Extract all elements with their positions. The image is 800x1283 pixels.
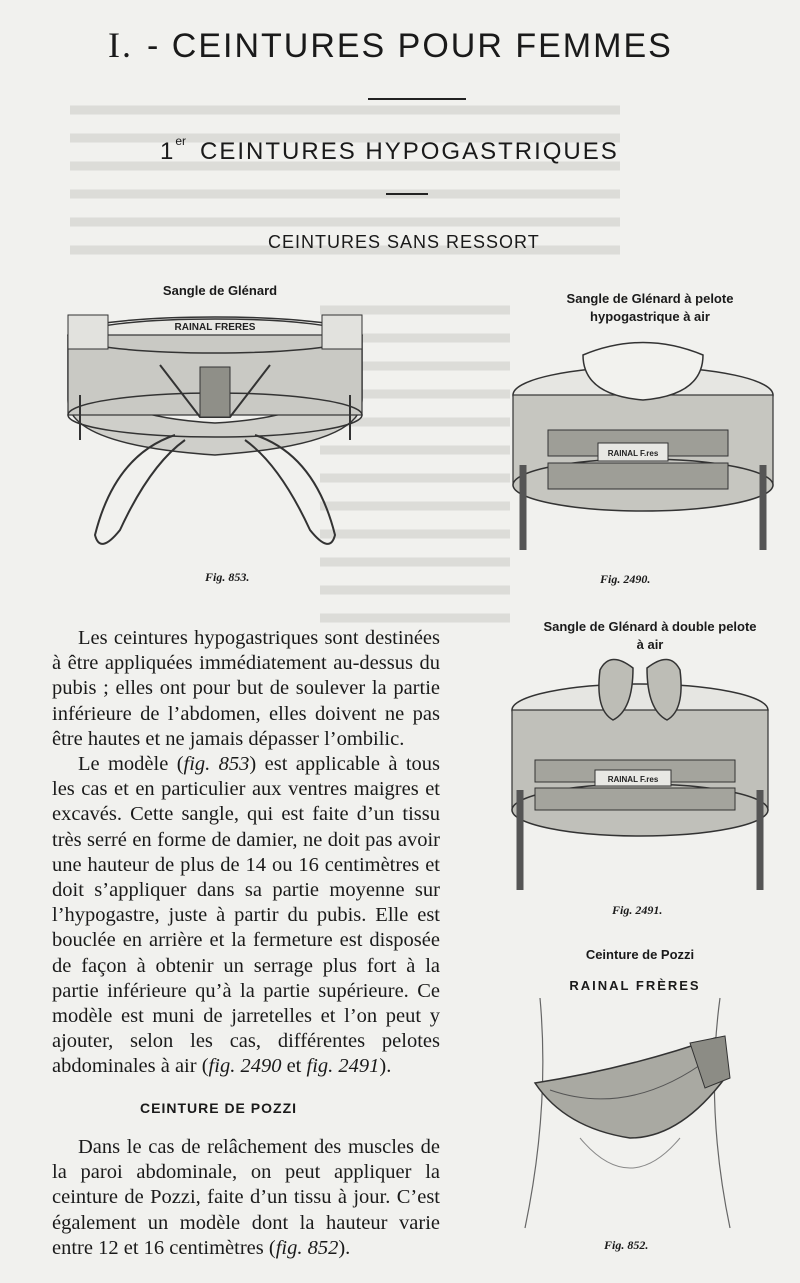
subtitle-ordinal: er <box>175 134 187 148</box>
para3-part-b: ). <box>338 1236 351 1259</box>
para3-fig-ref-852: fig. 852 <box>275 1236 339 1259</box>
fig2490-illustration <box>508 335 778 555</box>
fig2491-label: Fig. 2491. <box>612 903 663 917</box>
paragraph-2 <box>52 752 440 1080</box>
fig2491-caption <box>510 618 790 654</box>
fig2490-label: Fig. 2490. <box>600 572 651 586</box>
fig852-caption: Ceinture de Pozzi <box>585 947 695 962</box>
body-text <box>52 626 440 1080</box>
fig2491-caption-line2: à air <box>636 637 664 652</box>
chapter-title: - CEINTURES POUR FEMMES <box>147 27 673 65</box>
page-title <box>108 24 748 66</box>
subtitle <box>160 134 619 166</box>
subtitle-rule <box>386 193 428 195</box>
fig2490-tag-text: RAINAL F.res <box>607 449 659 458</box>
pozzi-subheading: CEINTURE DE POZZI <box>140 1100 298 1116</box>
subtitle-number: 1 <box>160 138 176 165</box>
fig852-brand: RAINAL FRÈRES <box>569 978 701 993</box>
fig852-label: Fig. 852. <box>604 1238 649 1252</box>
fig853-label: Fig. 853. <box>205 570 250 584</box>
para2-part-a: Le modèle ( <box>78 753 184 776</box>
fig2490-caption-line2: hypogastrique à air <box>590 309 710 324</box>
subtitle-text: CEINTURES HYPOGASTRIQUES <box>200 138 619 165</box>
para2-fig-ref-2490: fig. 2490 <box>208 1055 282 1078</box>
fig853-caption: Sangle de Glénard <box>162 283 278 298</box>
fig853-illustration <box>60 305 380 565</box>
fig2490-caption-line1: Sangle de Glénard à pelote <box>566 291 734 306</box>
fig853-band-text: RAINAL FRERES <box>174 322 256 333</box>
para2-fig-ref-853: fig. 853 <box>183 753 250 776</box>
para3-part-a: Dans le cas de relâchement des muscles de la paroi abdominale, on peut appliquer la ceinture de Pozzi, faite d’un tissu à jour. C’est également un modèle dont la hauteur varie entre 12 et 16 centimètres ( <box>52 1136 440 1259</box>
body-text-2 <box>52 1135 440 1261</box>
fig2491-caption-line1: Sangle de Glénard à double pelote <box>543 619 757 634</box>
title-rule <box>368 98 466 100</box>
fig2491-illustration <box>505 650 775 900</box>
para2-fig-ref-2491: fig. 2491 <box>306 1055 380 1078</box>
fig2490-caption <box>520 290 780 326</box>
chapter-number: I. <box>108 25 133 65</box>
paragraph-3 <box>52 1135 440 1261</box>
para2-part-d: ). <box>379 1055 392 1078</box>
para2-part-b: ) est applicable à tous les cas et en particulier aux ventres maigres et excavés. Cette sangle, qui est faite d’un tissu très serré en forme de damier, ne doit pas avoir une hauteur de plus de 14 ou 16 centimètres et doit s’appliquer dans sa partie moyenne sur l’hypogastre, juste à partir du pubis. Elle est bouclée en arrière et la fermeture est disposée de façon à obtenir un serrage plus fort à la partie inférieure qu’à la partie supérieure. Ce modèle est muni de jarretelles et l’on peut y ajouter, selon les cas, différentes pelotes abdominales à air ( <box>52 753 440 1078</box>
fig2491-tag-text: RAINAL F.res <box>607 775 659 784</box>
fig852-illustration <box>520 998 750 1228</box>
paragraph-1: Les ceintures hypogastriques sont destinées à être appliquées immédiatement au-dessus du pubis ; elles ont pour but de soulever la partie inférieure de l’abdomen, elles doivent ne pas être hautes et ne jamais dépasser l’ombilic. <box>52 627 440 750</box>
para2-part-c: et <box>281 1055 307 1078</box>
section-heading: CEINTURES SANS RESSORT <box>268 232 540 252</box>
